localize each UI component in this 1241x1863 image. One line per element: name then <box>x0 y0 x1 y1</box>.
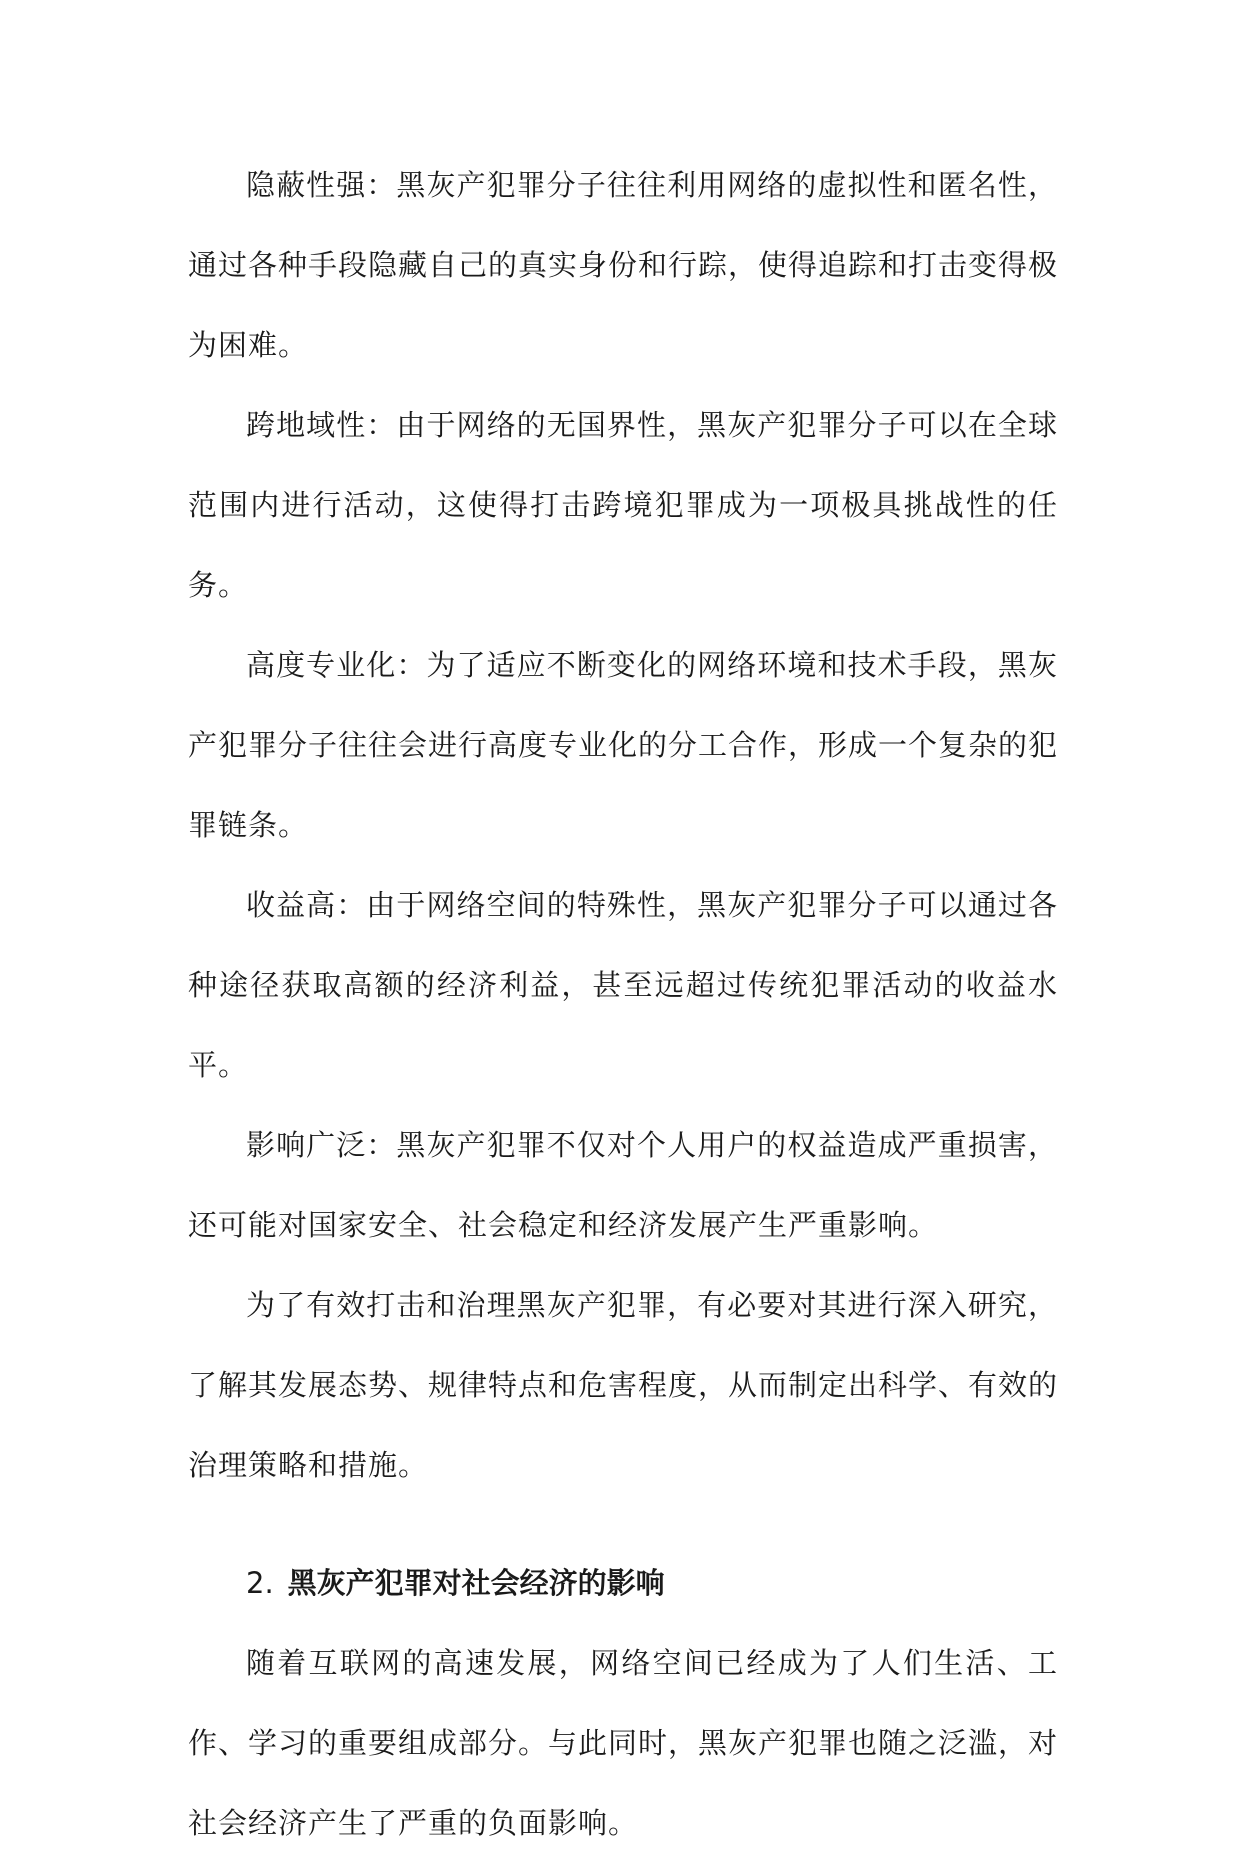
paragraph-cross-region: 跨地域性：由于网络的无国界性，黑灰产犯罪分子可以在全球范围内进行活动，这使得打击跨境犯罪成为一项极具挑战性的任务。 <box>188 408 1058 602</box>
section-number: 2. <box>246 1566 274 1600</box>
paragraph-wide-impact: 影响广泛：黑灰产犯罪不仅对个人用户的权益造成严重损害，还可能对国家安全、社会稳定和经济发展产生严重影响。 <box>188 1128 1058 1242</box>
paragraph-governance: 为了有效打击和治理黑灰产犯罪，有必要对其进行深入研究，了解其发展态势、规律特点和危害程度，从而制定出科学、有效的治理策略和措施。 <box>188 1288 1059 1482</box>
paragraph-internet-development: 随着互联网的高速发展，网络空间已经成为了人们生活、工作、学习的重要组成部分。与此同时，黑灰产犯罪也随之泛滥，对社会经济产生了严重的负面影响。 <box>188 1646 1059 1840</box>
paragraph-high-profit: 收益高：由于网络空间的特殊性，黑灰产犯罪分子可以通过各种途径获取高额的经济利益，甚至远超过传统犯罪活动的收益水平。 <box>188 888 1058 1082</box>
paragraph-concealment: 隐蔽性强：黑灰产犯罪分子往往利用网络的虚拟性和匿名性，通过各种手段隐藏自己的真实身份和行踪，使得追踪和打击变得极为困难。 <box>188 168 1059 362</box>
document-body <box>188 145 1058 1863</box>
section-heading <box>188 1543 1058 1623</box>
paragraph-specialization: 高度专业化：为了适应不断变化的网络环境和技术手段，黑灰产犯罪分子往往会进行高度专业化的分工合作，形成一个复杂的犯罪链条。 <box>188 648 1059 842</box>
section-title: 黑灰产犯罪对社会经济的影响 <box>287 1566 665 1600</box>
